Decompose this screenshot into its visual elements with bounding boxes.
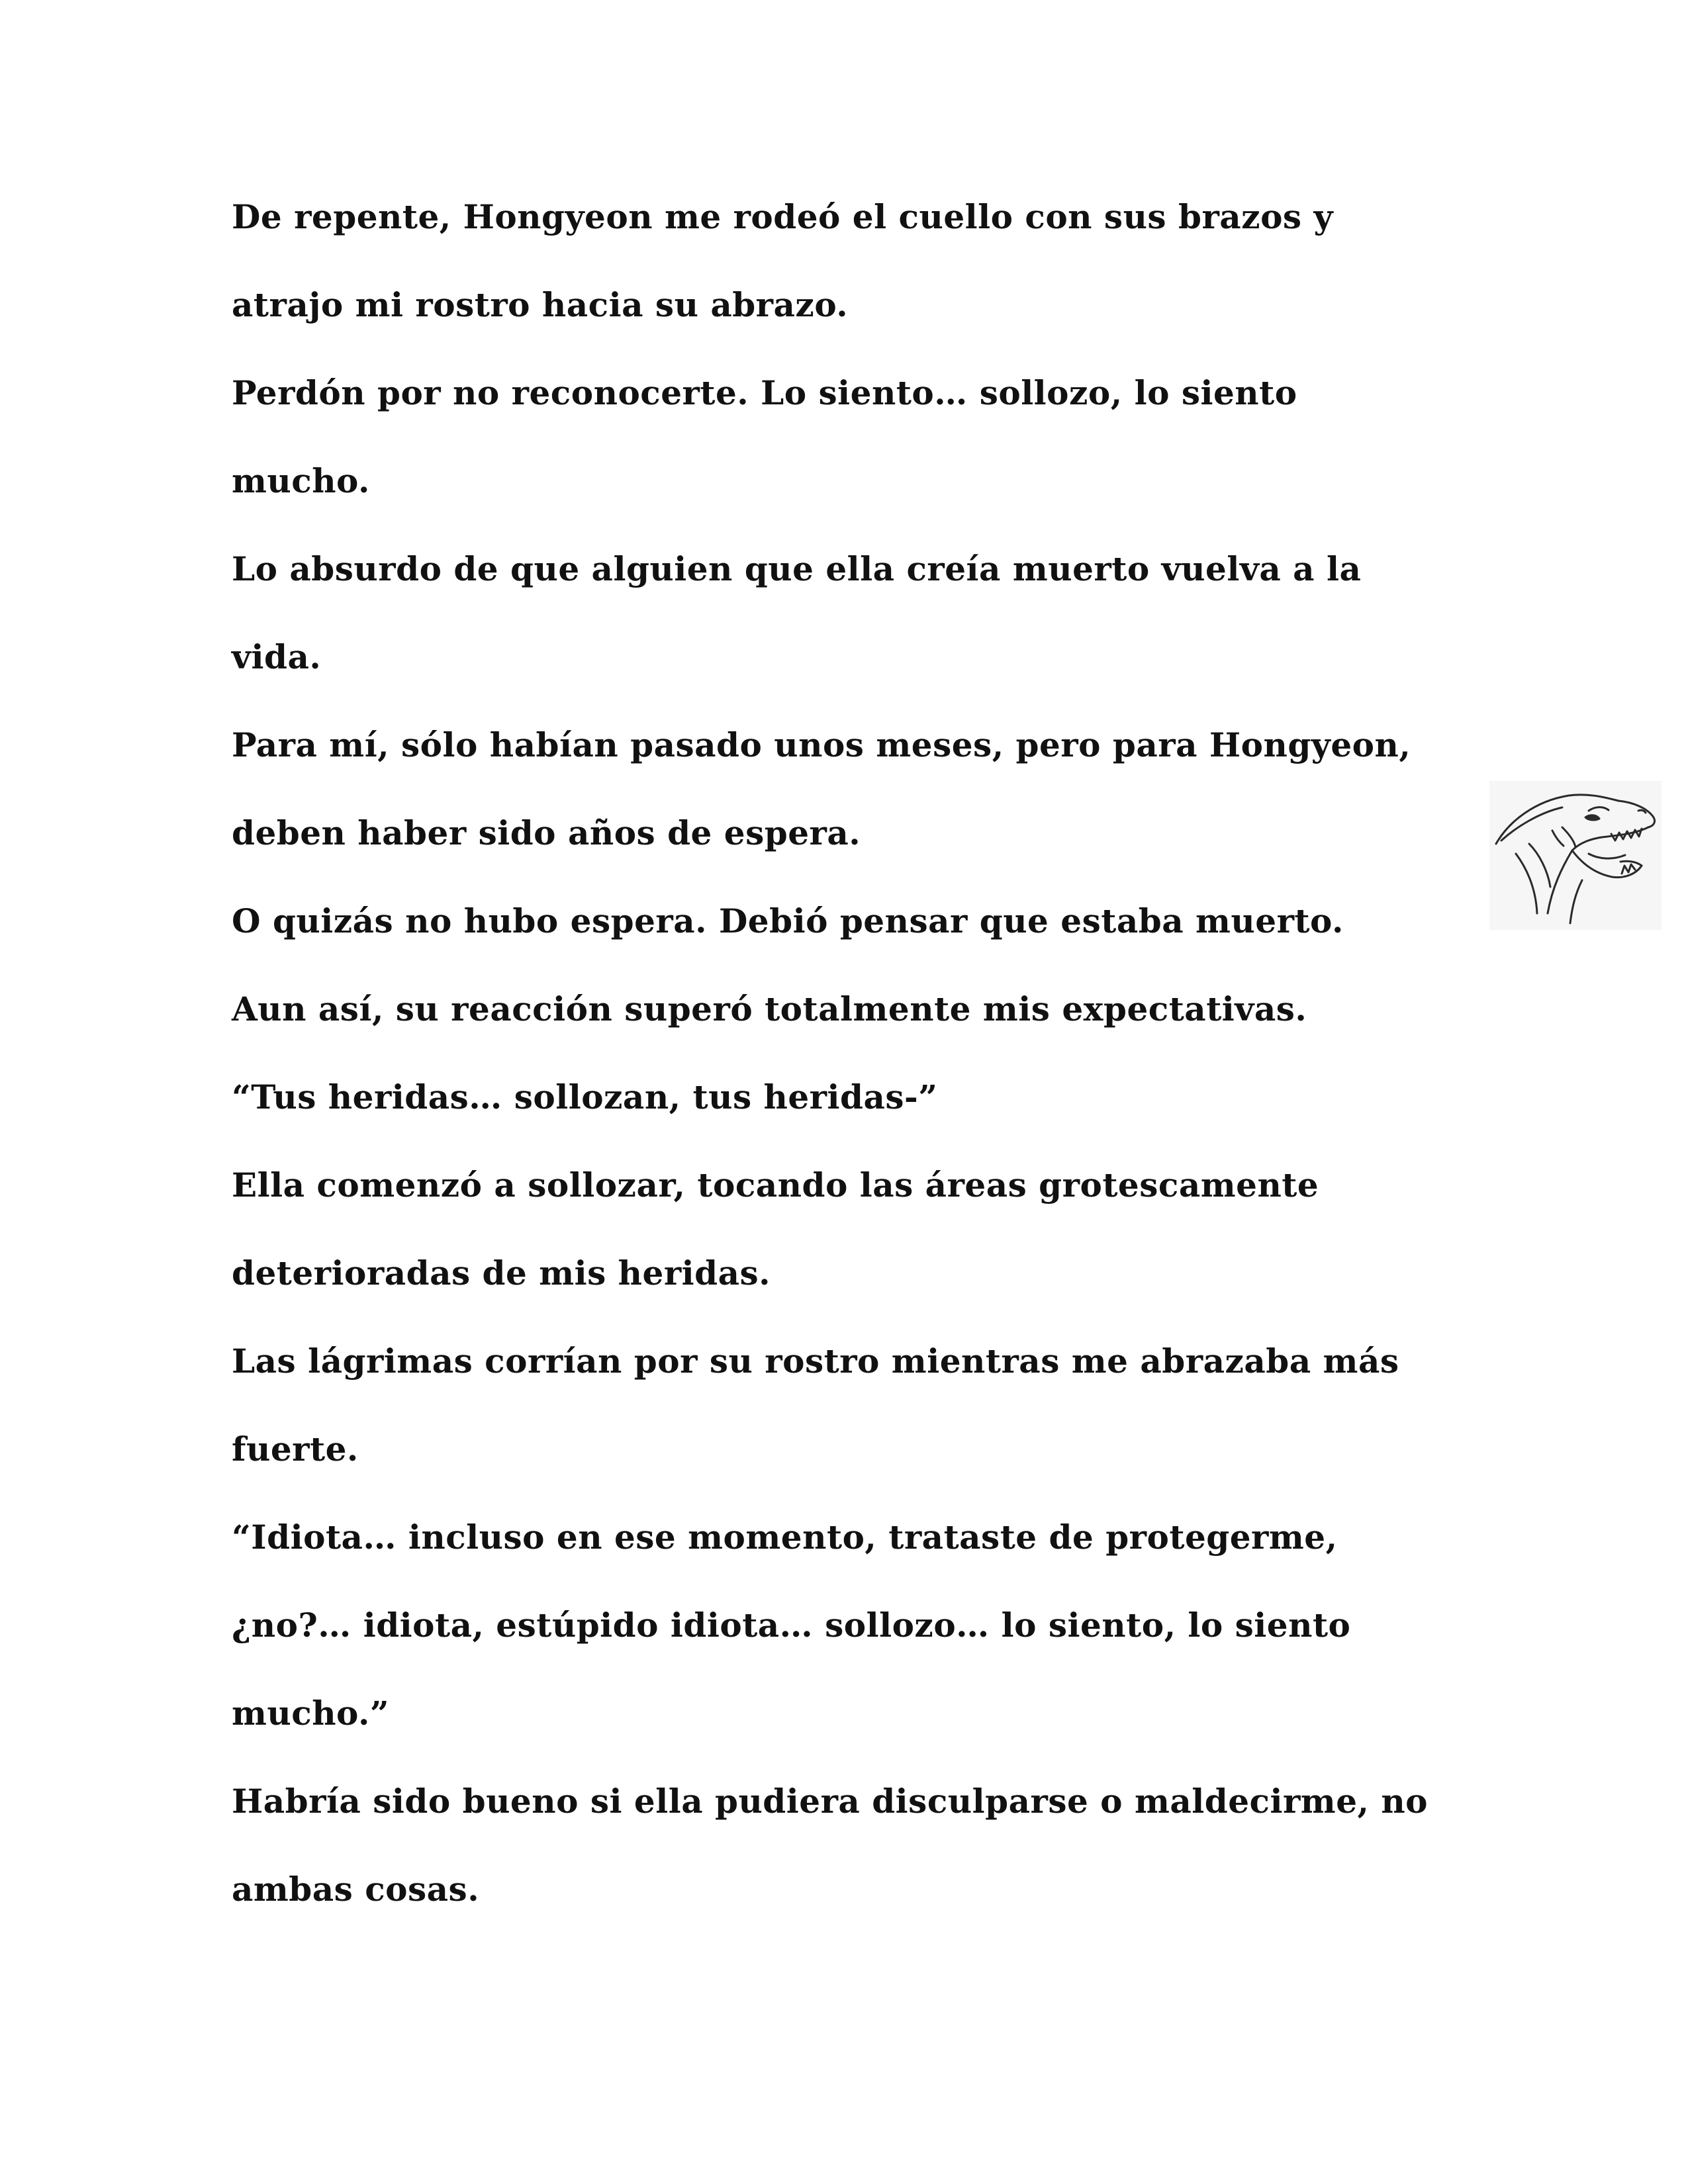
text-line-20: ambas cosas.: [232, 1870, 480, 1909]
text-line-19: Habría sido bueno si ella pudiera disculparse o maldecirme, no: [232, 1782, 1429, 1821]
text-line-3: Perdón por no reconocerte. Lo siento… sollozo, lo siento: [232, 373, 1297, 412]
text-line-14: Las lágrimas corrían por su rostro mientras me abrazaba más: [232, 1342, 1399, 1381]
text-line-15: fuerte.: [232, 1430, 359, 1469]
text-line-7: Para mí, sólo habían pasado unos meses, pero para Hongyeon,: [232, 725, 1411, 764]
text-line-2: atrajo mi rostro hacia su abrazo.: [232, 285, 849, 324]
text-line-6: vida.: [232, 637, 322, 676]
text-line-17: ¿no?… idiota, estúpido idiota… sollozo… lo siento, lo siento: [232, 1606, 1351, 1645]
dinosaur-sketch-icon: [1489, 781, 1662, 930]
dinosaur-sketch-drawing: [1489, 781, 1662, 930]
text-line-16: “Idiota… incluso en ese momento, trataste de protegerme,: [232, 1518, 1338, 1557]
body-text: [232, 192, 1523, 1952]
text-line-4: mucho.: [232, 461, 370, 500]
text-line-8: deben haber sido años de espera.: [232, 813, 861, 852]
text-line-1: De repente, Hongyeon me rodeó el cuello con sus brazos y: [232, 197, 1334, 236]
text-line-10: Aun así, su reacción superó totalmente mis expectativas.: [232, 989, 1307, 1028]
text-line-12: Ella comenzó a sollozar, tocando las áreas grotescamente: [232, 1165, 1319, 1205]
text-line-18: mucho.”: [232, 1694, 390, 1733]
text-line-11: “Tus heridas… sollozan, tus heridas-”: [232, 1077, 938, 1116]
text-line-13: deterioradas de mis heridas.: [232, 1253, 771, 1293]
text-line-5: Lo absurdo de que alguien que ella creía muerto vuelva a la: [232, 549, 1362, 588]
text-line-9: O quizás no hubo espera. Debió pensar que estaba muerto.: [232, 901, 1344, 940]
